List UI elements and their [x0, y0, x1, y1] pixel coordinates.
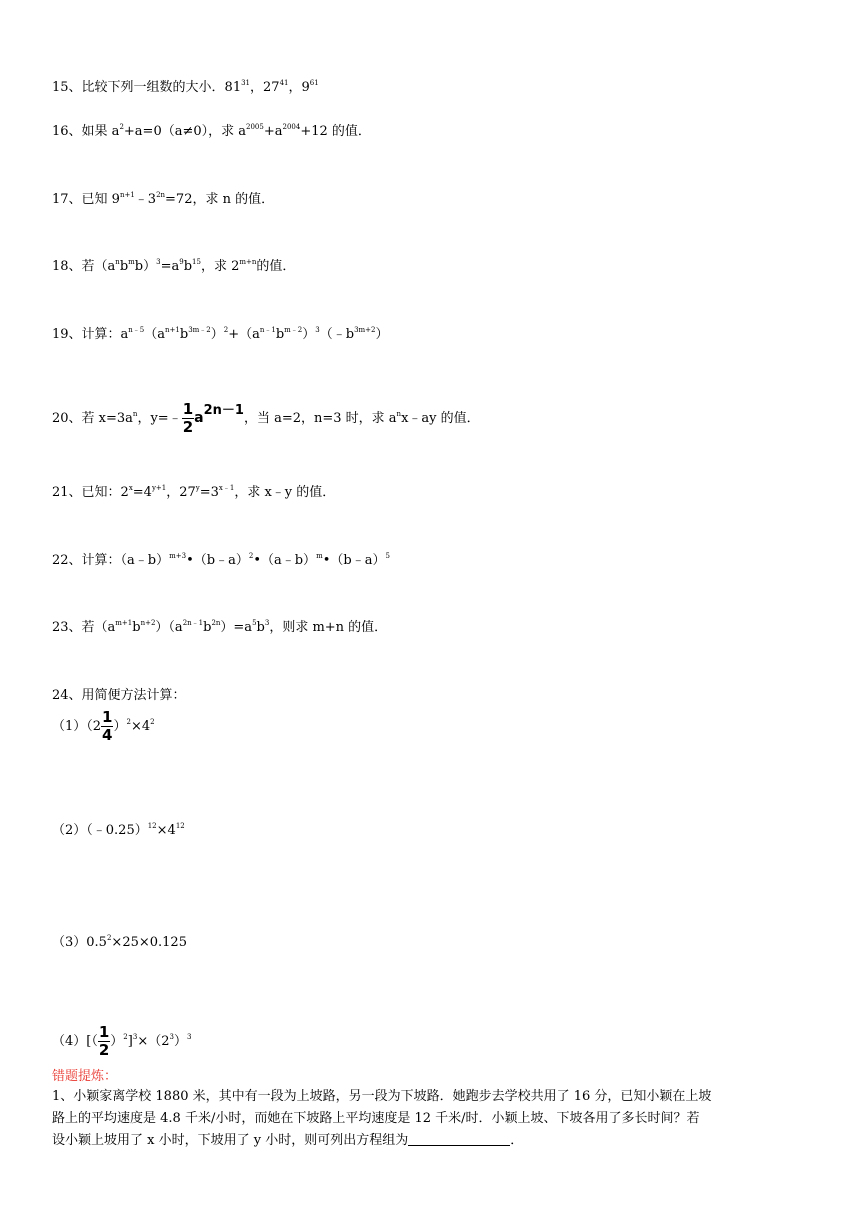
question-17: 17、已知 $9^{n+1}﹣3^{2n}=72$，求 n 的值．: [52, 191, 275, 207]
question-15: 15、比较下列一组数的大小．$81^{31}$，$27^{41}$，$9^{61}$: [52, 79, 319, 95]
section-title-error-review: 错题提炼：: [52, 1069, 118, 1084]
problem-1-line-2: 路上的平均速度是 4.8 千米/小时，而她在下坡路上平均速度是 12 千米/时．小颖上坡、下坡各用了多长时间？若: [52, 1111, 700, 1126]
question-23: 23、若$(a^{m+1}b^{n+2})(a^{2n﹣1}b^{2n})=a^5b^3$，则求 m+n 的值．: [52, 619, 388, 635]
fraction-one-quarter: $\frac{1}{4}$: [102, 708, 113, 744]
answer-blank[interactable]: [408, 1133, 510, 1146]
problem-1: [52, 1086, 812, 1152]
question-24-title: 24、用简便方法计算：: [52, 688, 186, 703]
question-24-part-2: $(2)(﹣0.25)^{12}\times 4^{12}$: [52, 822, 185, 838]
question-21: 21、已知：$2^x=4^{y+1}$，$27^y=3^{x﹣1}$，求 x﹣y 的值．: [52, 484, 336, 500]
question-22: 22、计算：（a﹣b）$^{m+3}$•（b﹣a）$^2$•（a﹣b）$^m$•（b﹣a）$^5$: [52, 552, 390, 568]
fraction-one-half: $\frac{1}{2}$: [98, 1023, 110, 1059]
question-24-part-4: （4）[（ $\frac{1}{2}$ ）$^2]^3\times(2^3)^3$: [52, 1023, 192, 1059]
question-16: 16、如果 $a^2+a=0(a\ne 0)$，求 $a^{2005}+a^{2004}+12$ 的值．: [52, 123, 371, 139]
question-19: 19、计算：$a^{n﹣5}(a^{n+1}b^{3m﹣2})^2+(a^{n﹣1}b^{m﹣2})^3(﹣b^{3m+2})$: [52, 326, 389, 342]
question-24-part-3: $(3)0.5^2\times 25\times 0.125$: [52, 934, 187, 950]
fraction-one-half: $\frac{1}{2}$: [182, 400, 194, 436]
question-20: 20、若 $x=3a^n$，y=﹣ $\frac{1}{2}$ a2n－1，当 a=2，n=3 时，求 $a^nx﹣ay$ 的值．: [52, 400, 480, 436]
problem-1-line-3: 设小颖上坡用了 x 小时，下坡用了 y 小时，则可列出方程组为 ．: [52, 1133, 524, 1148]
question-18: 18、若$(a^nb^mb)^3=a^9b^{15}$，求 $2^{m+n}$的值．: [52, 258, 296, 274]
problem-1-line-1: 1、小颖家离学校 1880 米，其中有一段为上坡路，另一段为下坡路．她跑步去学校共用了 16 分，已知小颖在上坡: [52, 1089, 712, 1104]
question-24-part-1: （1）（2 $\frac{1}{4}$ ）$^2\times 4^2$: [52, 708, 155, 744]
